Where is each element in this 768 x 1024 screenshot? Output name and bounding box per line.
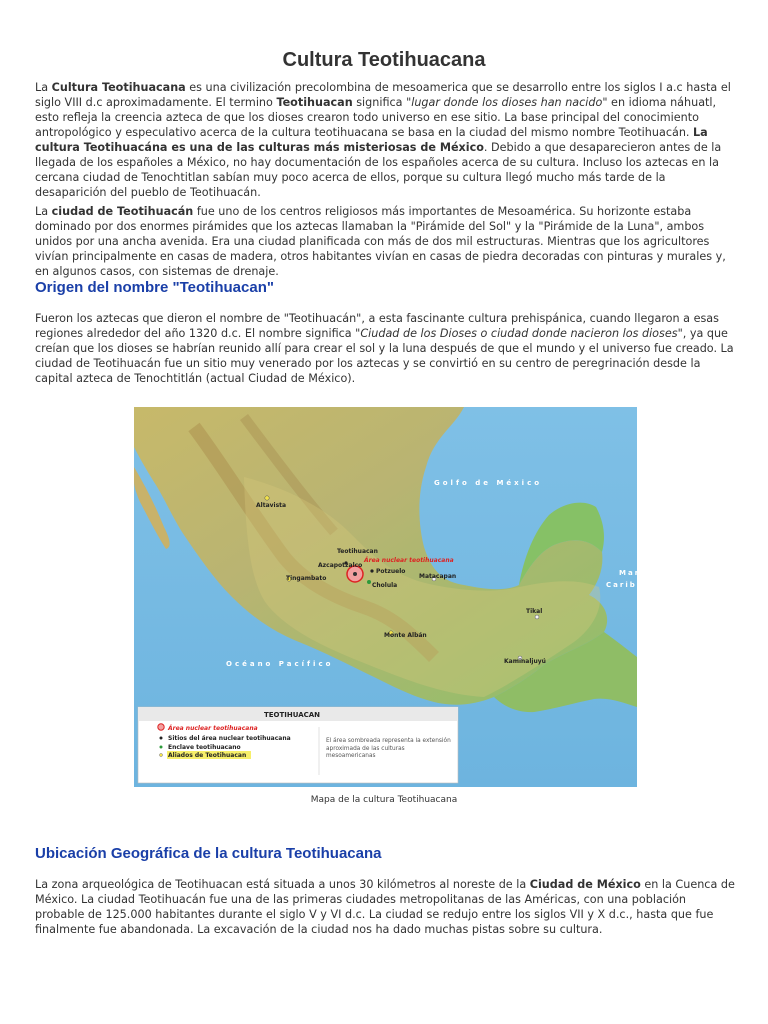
site-label-kaminaljuyu: Kaminaljuyú	[504, 658, 546, 665]
site-label-matacapan: Matacapan	[419, 573, 457, 580]
site-label-tingambato: Tingambato	[286, 575, 327, 582]
bold-text: ciudad de Teotihuacán	[51, 205, 194, 218]
map-caption: Mapa de la cultura Teotihuacana	[310, 795, 458, 805]
map-legend	[138, 707, 458, 783]
intro-paragraph: La Cultura Teotihuacana es una civilización precolombina de mesoamerica que se desarrollo entre los siglos I a.c hasta el siglo VIII d.c aproximadamente. El termino Teotihuacan significa "lugar donde los dioses han nacido" en idioma náhuatl, esto refleja la creencia azteca de que los dioses crearon todo universo en ese sitio. La base principal del conocimiento antropológico y especulativo acerca de la cultura teotihuacana se basa en la ciudad del mismo nombre Teotihuacán. La cultura Teotihuacána es una de las culturas más misteriosas de México. Debido a que desaparecieron antes de la llegada de los españoles a México, no hay documentación de los españoles acerca de su cultura. Incluso los aztecas en la cercana ciudad de Tenochtitlan sabían muy poco acerca de ellos, porque su cultura llegó mucho más tarde de la desaparición del pueblo de Teotihuacán.	[35, 81, 731, 199]
site-label-tikal: Tikal	[526, 608, 543, 615]
site-label-area-nuclear: Área nuclear teotihuacana	[364, 557, 454, 564]
bold-text: Cultura Teotihuacana	[51, 81, 186, 94]
legend-title: TEOTIHUACAN	[264, 711, 321, 719]
section-heading-ubicacion: Ubicación Geográfica de la cultura Teotihuacana	[35, 845, 382, 862]
sea-label-golfo: Golfo de México	[434, 479, 543, 487]
site-label-potzuelo: Potzuelo	[376, 568, 406, 575]
legend-item-enclave: Enclave teotihuacano	[168, 744, 241, 751]
legend-item-sitios: Sitios del área nuclear teotihuacana	[168, 735, 291, 742]
bold-text: Ciudad de México	[529, 878, 641, 891]
site-label-azcapotzalco: Azcapotzalco	[318, 562, 363, 569]
italic-text: lugar donde los dioses han nacido	[411, 96, 603, 109]
legend-item-aliados: Aliados de Teotihuacan	[168, 752, 247, 759]
sea-label-caribe-1: Mar	[619, 569, 641, 577]
map-image	[134, 407, 644, 787]
city-paragraph: La ciudad de Teotihuacán fue uno de los centros religiosos más importantes de Mesoamérica. Su horizonte estaba dominado por dos enormes pirámides que los aztecas llamaban la "Pirámide del Sol" y la "Pirámide de la Luna", ambos unidos por una ancha avenida. Era una ciudad planificada con más de dos mil estructuras. Mientras que los agricultores vivían principalmente en casas de madera, otros habitantes vivían en casas de piedra decoradas con pinturas y murales y, en algunos casos, con sistemas de drenaje.	[35, 205, 726, 278]
origin-paragraph: Fueron los aztecas que dieron el nombre de "Teotihuacán", a esta fascinante cultura prehispánica, cuando llegaron a esas regiones alrededor del año 1320 d.c. El nombre significa "Ciudad de los Dioses o ciudad donde nacieron los dioses", ya que creían que los dioses se habrían reunido allí para crear el sol y la luna después de que el mundo y el universo fue creado. La ciudad de Teotihuacán fue un sitio muy venerado por los aztecas y se convirtió en su centro de peregrinación desde la capital azteca de Tenochtitlán (actual Ciudad de México).	[35, 312, 734, 385]
bold-text: Teotihuacan	[276, 96, 353, 109]
site-label-monte-alban: Monte Albán	[384, 632, 427, 639]
site-label-cholula: Cholula	[372, 582, 398, 589]
sea-label-pacifico: Océano Pacífico	[226, 660, 334, 668]
italic-text: Ciudad de los Dioses o ciudad donde nacieron los dioses	[360, 327, 678, 340]
legend-item-area-nuclear: Área nuclear teotihuacana	[168, 725, 258, 732]
legend-note: El área sombreada representa la extensión aproximada de las culturas mesoamericanas	[326, 738, 451, 759]
bold-text: La cultura Teotihuacána es una de las culturas más misteriosas de México	[35, 126, 708, 154]
site-label-teotihuacan: Teotihuacan	[337, 548, 378, 555]
page-title: Cultura Teotihuacana	[282, 49, 486, 72]
sea-label-caribe-2: Caribe	[606, 581, 644, 589]
site-label-altavista: Altavista	[256, 502, 287, 509]
section-heading-origen: Origen del nombre "Teotihuacan"	[35, 279, 274, 296]
location-paragraph: La zona arqueológica de Teotihuacan está situada a unos 30 kilómetros al noreste de la Ciudad de México en la Cuenca de México. La ciudad Teotihuacán fue una de las primeras ciudades metropolitanas de las Américas, con una población probable de 125.000 habitantes durante el siglo V y VI d.c. La ciudad se redujo entre los siglos VII y X d.c., hasta que fue finalmente fue abandonada. La excavación de la ciudad nos ha dado muchas pistas sobre su cultura.	[35, 878, 735, 936]
